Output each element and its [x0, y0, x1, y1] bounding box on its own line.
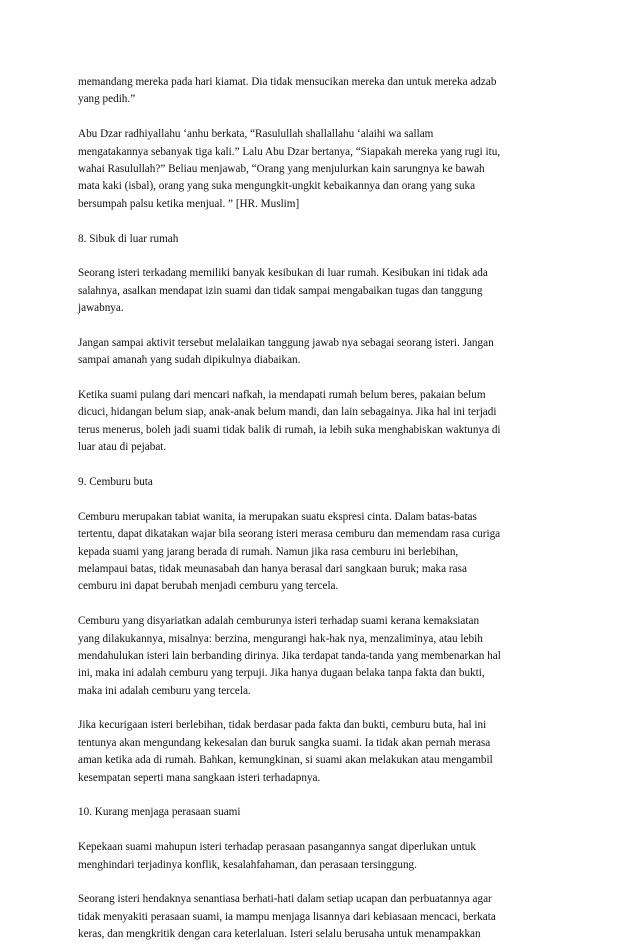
text-line: Abu Dzar radhiyallahu ‘anhu berkata, “Rasulullah shallallahu ‘alaihi wa sallam — [78, 128, 434, 141]
paragraph-kesibukan — [78, 265, 568, 317]
text-line: luar atau di pejabat. — [78, 441, 167, 454]
paragraph-cemburu-disyariatkan — [78, 613, 568, 700]
text-line: maka ini adalah cemburu yang tercela. — [78, 684, 251, 697]
text-line: Cemburu yang disyariatkan adalah cemburunya isteri terhadap suami kerana kemaksiatan — [78, 615, 480, 628]
paragraph-abu-dzar — [78, 126, 568, 213]
paragraph-aktivit — [78, 335, 568, 370]
paragraph-gap — [78, 596, 568, 613]
text-line: dicuci, hidangan belum siap, anak-anak belum mandi, dan lain sebagainya. Jika hal ini terjadi — [78, 406, 497, 419]
text-line: aman ketika ada di rumah. Bahkan, kemungkinan, si suami akan melakukan atau mengambil — [78, 754, 493, 767]
text-line: tidak menyakiti perasaan suami, ia mampu menjaga lisannya dari kebiasaan mencaci, berkata — [78, 910, 496, 923]
text-line: kesempatan seperti mana sangkaan isteri terhadapnya. — [78, 771, 321, 784]
text-line: cemburu ini dapat berubah menjadi cemburu yang tercela. — [78, 580, 339, 593]
text-line: wahai Rasulullah?” Beliau menjawab, “Orang yang menjulurkan kain sarungnya ke bawah — [78, 162, 485, 175]
paragraph-gap — [78, 822, 568, 839]
text-line: Seorang isteri terkadang memiliki banyak kesibukan di luar rumah. Kesibukan ini tidak ada — [78, 267, 488, 280]
paragraph-gap — [78, 109, 568, 126]
text-line: Kepekaan suami mahupun isteri terhadap perasaan pasangannya sangat diperlukan untuk — [78, 841, 476, 854]
section-heading-8 — [78, 231, 568, 248]
section-heading-text: 8. Sibuk di luar rumah — [78, 232, 179, 245]
text-line: tertentu, dapat dikatakan wajar bila seorang isteri merasa cemburu dan memendam rasa curiga — [78, 528, 501, 541]
paragraph-gap — [78, 491, 568, 508]
paragraph-gap — [78, 874, 568, 891]
text-line: sampai amanah yang sudah dipikulnya diabaikan. — [78, 354, 301, 367]
text-line: kepada suami yang jarang berada di rumah. Namun jika rasa cemburu ini berlebihan, — [78, 545, 459, 558]
paragraph-gap — [78, 700, 568, 717]
paragraph-kiamat — [78, 74, 568, 109]
text-line: mengatakannya sebanyak tiga kali.” Lalu Abu Dzar bertanya, “Siapakah mereka yang rugi itu, — [78, 145, 501, 158]
section-heading-9 — [78, 474, 568, 491]
text-line: Ketika suami pulang dari mencari nafkah, ia mendapati rumah belum beres, pakaian belum — [78, 389, 486, 402]
paragraph-gap — [78, 787, 568, 804]
section-heading-10 — [78, 804, 568, 821]
text-line: ini, maka ini adalah cemburu yang terpuji. Jika hanya dugaan belaka tanpa fakta dan bukti, — [78, 667, 485, 680]
text-line: Cemburu merupakan tabiat wanita, ia merupakan suatu ekspresi cinta. Dalam batas-batas — [78, 510, 477, 523]
text-line: Jangan sampai aktivit tersebut melalaikan tanggung jawab nya sebagai seorang isteri. Jangan — [78, 336, 494, 349]
paragraph-gap — [78, 248, 568, 265]
paragraph-gap — [78, 213, 568, 230]
paragraph-berhati-hati — [78, 891, 568, 943]
text-line: tentunya akan mengundang kekesalan dan buruk sangka suami. Ia tidak akan pernah merasa — [78, 736, 491, 749]
text-line: memandang mereka pada hari kiamat. Dia tidak mensucikan mereka dan untuk mereka adzab — [78, 76, 497, 88]
paragraph-kecurigaan — [78, 717, 568, 787]
paragraph-cemburu-tabiat — [78, 509, 568, 596]
text-line: mendahulukan isteri lain berbanding dirinya. Jika terdapat tanda-tanda yang membenarkan hal — [78, 649, 501, 662]
paragraph-gap — [78, 457, 568, 474]
text-line: menghindari terjadinya konflik, kesalahfahaman, dan perasaan tersinggung. — [78, 858, 417, 871]
text-line: mata kaki (isbal), orang yang suka mengungkit-ungkit kebaikannya dan orang yang suka — [78, 180, 476, 193]
text-line: jawabnya. — [78, 302, 124, 315]
section-heading-text: 10. Kurang menjaga perasaan suami — [78, 806, 241, 819]
paragraph-gap — [78, 370, 568, 387]
section-heading-text: 9. Cemburu buta — [78, 475, 153, 488]
text-line: keras, dan mengkritik dengan cara keterlaluan. Isteri selalu berusaha untuk menampakkan — [78, 928, 481, 941]
paragraph-kepekaan — [78, 839, 568, 874]
text-line: yang pedih.” — [78, 93, 136, 106]
text-line: terus menerus, boleh jadi suami tidak balik di rumah, ia lebih suka menghabiskan waktunya di — [78, 423, 501, 436]
text-line: Jika kecurigaan isteri berlebihan, tidak berdasar pada fakta dan bukti, cemburu buta, hal ini — [78, 719, 487, 732]
text-line: melampaui batas, tidak meunasabah dan hanya berasal dari sangkaan buruk; maka rasa — [78, 562, 467, 575]
text-line: bersumpah palsu ketika menjual. ” [HR. Muslim] — [78, 197, 300, 210]
paragraph-suami-pulang — [78, 387, 568, 457]
paragraph-gap — [78, 317, 568, 334]
text-line: Seorang isteri hendaknya senantiasa berhati-hati dalam setiap ucapan dan perbuatannya agar — [78, 893, 492, 906]
document-page — [78, 74, 568, 944]
text-line: salahnya, asalkan mendapat izin suami dan tidak sampai mengabaikan tugas dan tanggung — [78, 284, 483, 297]
text-line: yang dilakukannya, misalnya: berzina, mengurangi hak-hak nya, menzaliminya, atau lebih — [78, 632, 483, 645]
